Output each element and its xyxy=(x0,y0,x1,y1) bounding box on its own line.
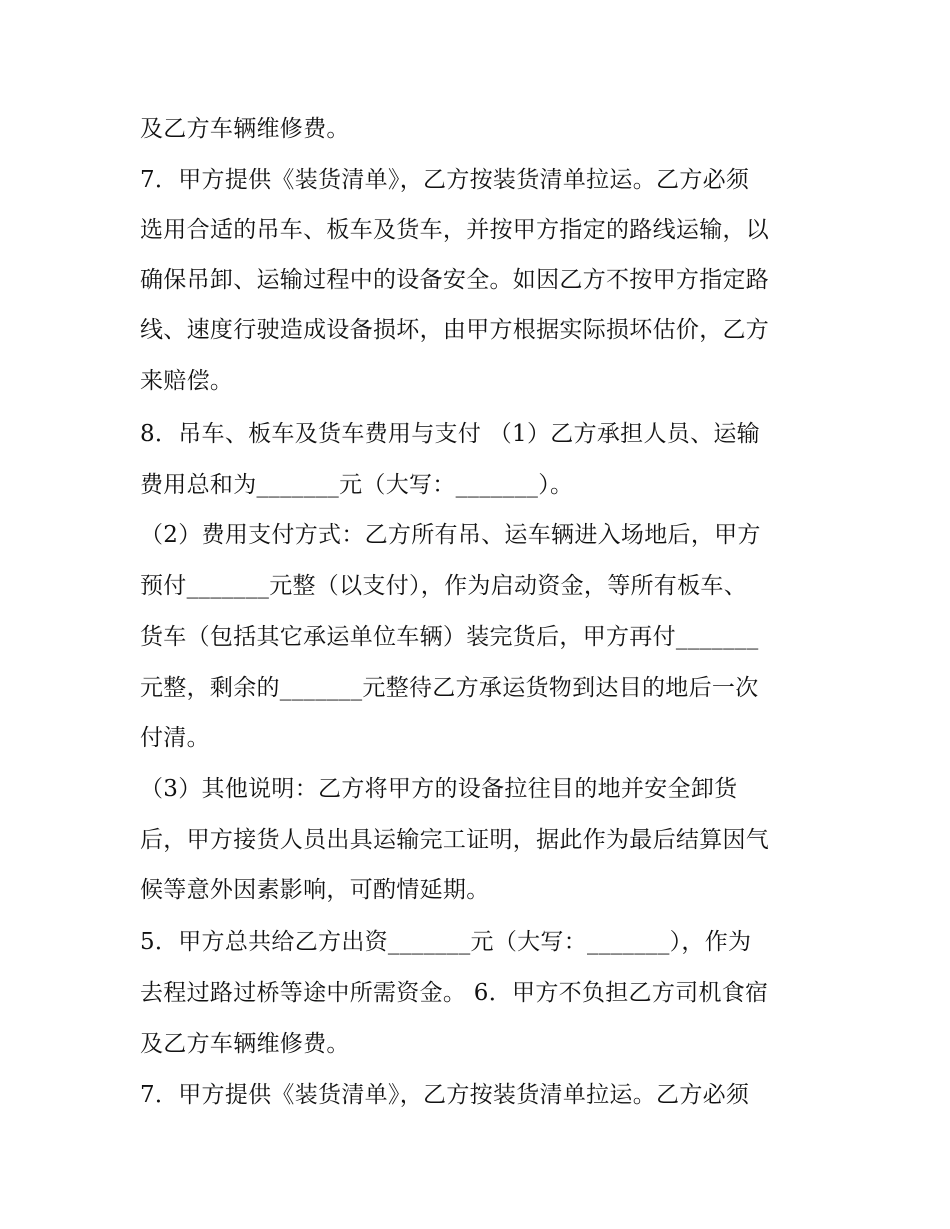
text-line-14: （3）其他说明：乙方将甲方的设备拉往目的地并安全卸货 xyxy=(140,776,738,802)
text-line-8: 费用总和为_______元（大写：_______）。 xyxy=(140,472,574,498)
text-line-17: 5．甲方总共给乙方出资_______元（大写：_______），作为 xyxy=(140,929,752,955)
text-line-18: 去程过路过桥等途中所需资金。 6．甲方不负担乙方司机食宿 xyxy=(140,980,769,1006)
text-line-3: 选用合适的吊车、板车及货车，并按甲方指定的路线运输，以 xyxy=(140,217,770,243)
text-line-5: 线、速度行驶造成设备损坏，由甲方根据实际损坏估价，乙方 xyxy=(140,317,770,343)
text-line-4: 确保吊卸、运输过程中的设备安全。如因乙方不按甲方指定路 xyxy=(140,267,770,293)
text-line-13: 付清。 xyxy=(140,725,210,751)
text-line-6: 来赔偿。 xyxy=(140,368,234,394)
text-line-1: 及乙方车辆维修费。 xyxy=(140,116,350,142)
text-line-9: （2）费用支付方式：乙方所有吊、运车辆进入场地后，甲方 xyxy=(140,522,761,548)
text-line-20: 7．甲方提供《装货清单》，乙方按装货清单拉运。乙方必须 xyxy=(140,1082,750,1108)
text-line-2: 7．甲方提供《装货清单》，乙方按装货清单拉运。乙方必须 xyxy=(140,167,750,193)
text-line-11: 货车（包括其它承运单位车辆）装完货后，甲方再付_______ xyxy=(140,624,759,650)
text-line-15: 后，甲方接货人员出具运输完工证明，据此作为最后结算因气 xyxy=(140,827,770,853)
text-line-12: 元整，剩余的_______元整待乙方承运货物到达目的地后一次 xyxy=(140,675,759,701)
text-line-10: 预付_______元整（以支付），作为启动资金，等所有板车、 xyxy=(140,573,747,599)
text-line-7: 8．吊车、板车及货车费用与支付 （1）乙方承担人员、运输 xyxy=(140,421,760,447)
text-line-19: 及乙方车辆维修费。 xyxy=(140,1031,350,1057)
text-line-16: 候等意外因素影响，可酌情延期。 xyxy=(140,877,490,903)
